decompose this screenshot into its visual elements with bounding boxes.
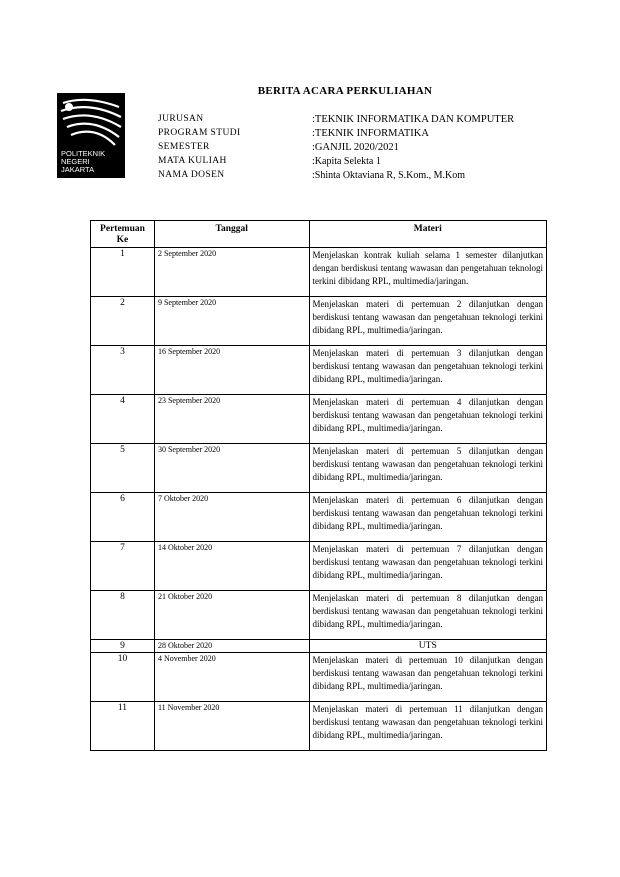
table-row: [91, 395, 547, 444]
cell-pertemuan: 10: [91, 653, 155, 702]
table-row-uts: [91, 640, 547, 653]
cell-tanggal: 21 Oktober 2020: [154, 591, 309, 640]
cell-materi: Menjelaskan materi di pertemuan 11 dilanjutkan dengan berdiskusi tentang wawasan dan pengetahuan teknologi terkini dibidang RPL, multimedia/jaringan.: [309, 702, 546, 751]
cell-tanggal: 23 September 2020: [154, 395, 309, 444]
cell-pertemuan: 3: [91, 346, 155, 395]
cell-pertemuan: 5: [91, 444, 155, 493]
cell-materi: Menjelaskan materi di pertemuan 4 dilanjutkan dengan berdiskusi tentang wawasan dan pengetahuan teknologi terkini dibidang RPL, multimedia/jaringan.: [309, 395, 546, 444]
info-value: :GANJIL 2020/2021: [312, 142, 399, 153]
info-value: :TEKNIK INFORMATIKA: [312, 128, 429, 139]
info-value: :Shinta Oktaviana R, S.Kom., M.Kom: [312, 170, 466, 181]
document-title: BERITA ACARA PERKULIAHAN: [257, 85, 433, 97]
logo-line-2: NEGERI: [61, 157, 90, 166]
info-value: :Kapita Selekta 1: [312, 156, 381, 167]
cell-materi: Menjelaskan kontrak kuliah selama 1 semester dilanjutkan dengan berdiskusi tentang wawasan dan pengetahuan teknologi terkini dibidang RPL, multimedia/jaringan.: [309, 248, 546, 297]
cell-materi: Menjelaskan materi di pertemuan 6 dilanjutkan dengan berdiskusi tentang wawasan dan pengetahuan teknologi terkini dibidang RPL, multimedia/jaringan.: [309, 493, 546, 542]
cell-pertemuan: 1: [91, 248, 155, 297]
cell-materi: Menjelaskan materi di pertemuan 2 dilanjutkan dengan berdiskusi tentang wawasan dan pengetahuan teknologi terkini dibidang RPL, multimedia/jaringan.: [309, 297, 546, 346]
cell-pertemuan: 2: [91, 297, 155, 346]
cell-pertemuan: 8: [91, 591, 155, 640]
info-value: :TEKNIK INFORMATIKA DAN KOMPUTER: [312, 114, 515, 125]
info-label: NAMA DOSEN: [158, 170, 225, 180]
info-label: PROGRAM STUDI: [158, 128, 241, 138]
header-pertemuan: Pertemuan Ke: [91, 221, 155, 248]
pnj-logo: [57, 93, 125, 178]
info-label: MATA KULIAH: [158, 156, 227, 166]
table-header-row: [91, 221, 547, 248]
table-row: [91, 542, 547, 591]
cell-materi: Menjelaskan materi di pertemuan 5 dilanjutkan dengan berdiskusi tentang wawasan dan pengetahuan teknologi terkini dibidang RPL, multimedia/jaringan.: [309, 444, 546, 493]
cell-tanggal: 4 November 2020: [154, 653, 309, 702]
cell-pertemuan: 6: [91, 493, 155, 542]
cell-materi: Menjelaskan materi di pertemuan 7 dilanjutkan dengan berdiskusi tentang wawasan dan pengetahuan teknologi terkini dibidang RPL, multimedia/jaringan.: [309, 542, 546, 591]
table-row: [91, 493, 547, 542]
table-row: [91, 346, 547, 395]
cell-pertemuan: 11: [91, 702, 155, 751]
cell-tanggal: 16 September 2020: [154, 346, 309, 395]
cell-materi: Menjelaskan materi di pertemuan 3 dilanjutkan dengan berdiskusi tentang wawasan dan pengetahuan teknologi terkini dibidang RPL, multimedia/jaringan.: [309, 346, 546, 395]
cell-tanggal: 7 Oktober 2020: [154, 493, 309, 542]
cell-pertemuan: 9: [91, 640, 155, 653]
cell-tanggal: 11 November 2020: [154, 702, 309, 751]
table-row: [91, 444, 547, 493]
cell-tanggal: 28 Oktober 2020: [154, 640, 309, 653]
cell-tanggal: 30 September 2020: [154, 444, 309, 493]
info-label: SEMESTER: [158, 142, 210, 152]
header-materi: Materi: [309, 221, 546, 248]
schedule-table: [90, 220, 547, 751]
cell-materi-uts: UTS: [309, 640, 546, 653]
cell-tanggal: 9 September 2020: [154, 297, 309, 346]
header-tanggal: Tanggal: [154, 221, 309, 248]
table-row: [91, 248, 547, 297]
pnj-logo-graphic: [57, 93, 125, 178]
cell-pertemuan: 4: [91, 395, 155, 444]
cell-materi: Menjelaskan materi di pertemuan 10 dilanjutkan dengan berdiskusi tentang wawasan dan pengetahuan teknologi terkini dibidang RPL, multimedia/jaringan.: [309, 653, 546, 702]
logo-line-1: POLITEKNIK: [61, 149, 106, 158]
cell-materi: Menjelaskan materi di pertemuan 8 dilanjutkan dengan berdiskusi tentang wawasan dan pengetahuan teknologi terkini dibidang RPL, multimedia/jaringan.: [309, 591, 546, 640]
cell-tanggal: 2 September 2020: [154, 248, 309, 297]
info-label: JURUSAN: [158, 114, 204, 124]
table-row: [91, 702, 547, 751]
table-row: [91, 591, 547, 640]
table-row: [91, 297, 547, 346]
cell-tanggal: 14 Oktober 2020: [154, 542, 309, 591]
cell-pertemuan: 7: [91, 542, 155, 591]
logo-line-3: JAKARTA: [61, 165, 95, 174]
table-row: [91, 653, 547, 702]
